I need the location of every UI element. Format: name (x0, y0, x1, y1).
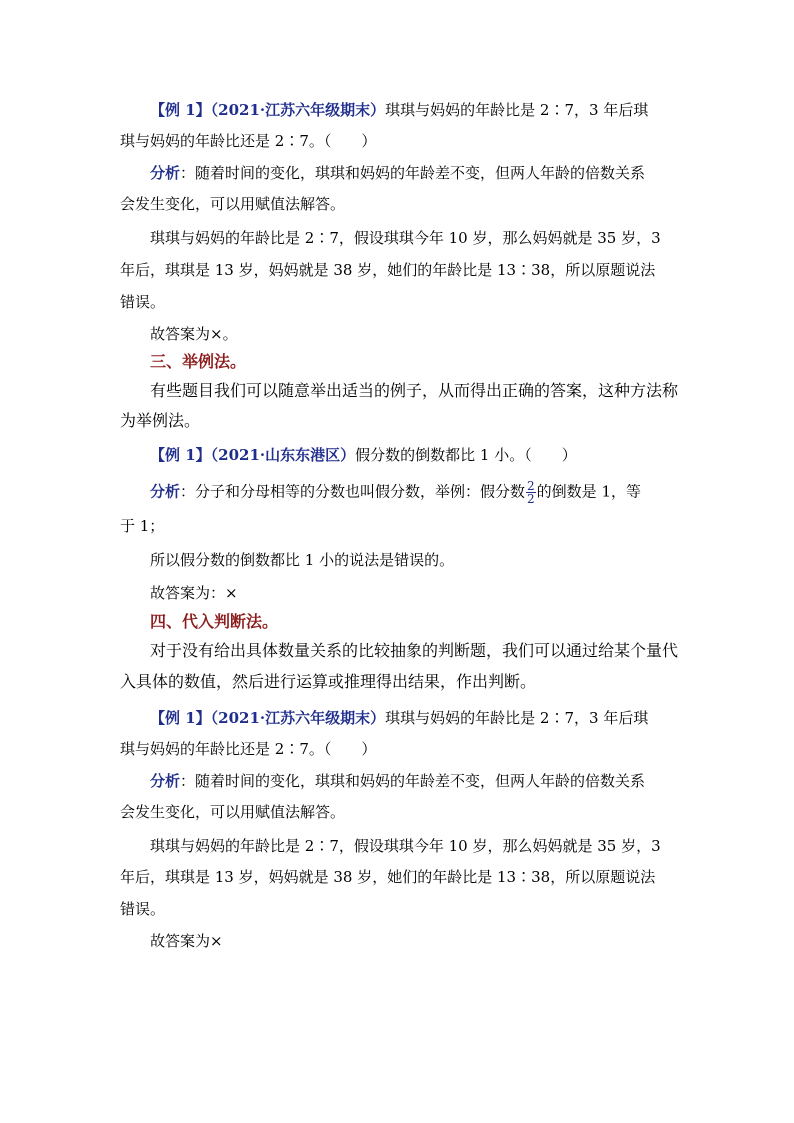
example-tag: 【例 1】 (150, 446, 211, 464)
answer-text: 故答案为×。 (150, 325, 238, 343)
analysis-text: ：随着时间的变化，琪琪和妈妈的年龄差不变，但两人年龄的倍数关系 (180, 164, 646, 182)
section-heading: 三、举例法。 (150, 352, 247, 371)
fraction-numerator: 2 (527, 479, 535, 493)
example-source: （2021·山东东港区） (210, 446, 356, 464)
example-question-line (150, 100, 710, 120)
question-text: 琪琪与妈妈的年龄比是 2∶7，3 年后琪 (385, 709, 649, 727)
analysis-text-after-fraction: 的倒数是 1，等 (536, 482, 641, 501)
example-tag: 【例 1】 (150, 101, 211, 119)
solution-text-cont: 年后，琪琪是 13 岁，妈妈就是 38 岁，她们的年龄比是 13∶38，所以原题说法 (120, 868, 656, 886)
answer-text: 故答案为：× (150, 584, 238, 602)
section-heading: 四、代入判断法。 (150, 612, 279, 631)
fraction (526, 480, 536, 505)
example-source: （2021·江苏六年级期末） (210, 101, 386, 119)
analysis-label: 分析 (150, 772, 181, 790)
solution-text: 琪琪与妈妈的年龄比是 2∶7，假设琪琪今年 10 岁，那么妈妈就是 35 岁，3 (150, 229, 661, 247)
analysis-line (150, 480, 710, 505)
analysis-label: 分析 (150, 164, 181, 182)
analysis-line (150, 163, 710, 183)
example-question-line (150, 708, 710, 728)
question-text-cont: 琪与妈妈的年龄比还是 2∶7。（ ） (120, 132, 377, 150)
section-description-cont: 入具体的数值，然后进行运算或推理得出结果，作出判断。 (120, 674, 537, 691)
example-question-line (150, 445, 710, 465)
solution-text: 琪琪与妈妈的年龄比是 2∶7，假设琪琪今年 10 岁，那么妈妈就是 35 岁，3 (150, 837, 661, 855)
question-text: 琪琪与妈妈的年龄比是 2∶7，3 年后琪 (385, 101, 649, 119)
analysis-text-cont: 会发生变化，可以用赋值法解答。 (120, 803, 346, 821)
example-source: （2021·江苏六年级期末） (210, 709, 386, 727)
section-description: 对于没有给出具体数量关系的比较抽象的判断题，我们可以通过给某个量代 (150, 643, 679, 660)
solution-text-cont: 年后，琪琪是 13 岁，妈妈就是 38 岁，她们的年龄比是 13∶38，所以原题说法 (120, 261, 656, 279)
analysis-text: ：分子和分母相等的分数也叫假分数，举例：假分数 (180, 482, 526, 501)
solution-text-end: 错误。 (120, 900, 166, 918)
question-text-cont: 琪与妈妈的年龄比还是 2∶7。（ ） (120, 740, 377, 758)
solution-text: 所以假分数的倒数都比 1 小的说法是错误的。 (150, 551, 455, 569)
analysis-text-cont: 会发生变化，可以用赋值法解答。 (120, 195, 346, 213)
fraction-denominator: 2 (527, 492, 535, 506)
example-tag: 【例 1】 (150, 709, 211, 727)
section-description-cont: 为举例法。 (120, 413, 201, 430)
question-text: 假分数的倒数都比 1 小。（ ） (355, 446, 577, 464)
analysis-label: 分析 (150, 482, 181, 501)
analysis-line (150, 771, 710, 791)
analysis-text: ：随着时间的变化，琪琪和妈妈的年龄差不变，但两人年龄的倍数关系 (180, 772, 646, 790)
answer-text: 故答案为× (150, 932, 223, 950)
section-description: 有些题目我们可以随意举出适当的例子，从而得出正确的答案，这种方法称 (150, 383, 679, 400)
solution-text-end: 错误。 (120, 293, 166, 311)
analysis-text-cont: 于 1； (120, 517, 165, 535)
